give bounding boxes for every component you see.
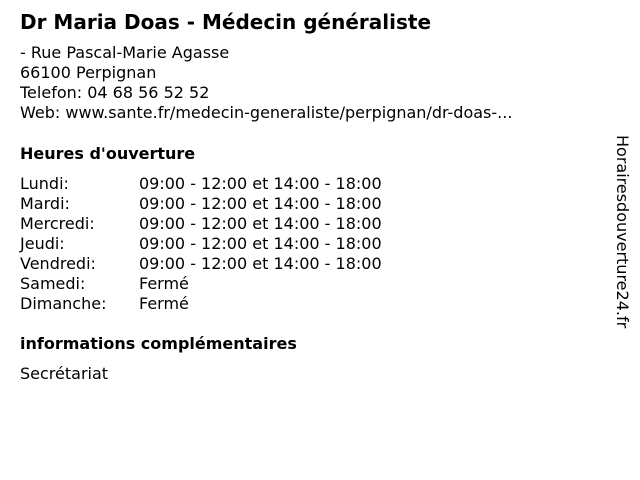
hours-row-tuesday [20,194,440,214]
phone-number: Telefon: 04 68 56 52 52 [20,83,210,102]
additional-info-heading: informations complémentaires [20,334,297,353]
hours-row-wednesday [20,214,440,234]
hours-row-monday [20,174,440,194]
hours-value: 09:00 - 12:00 et 14:00 - 18:00 [139,194,382,213]
day-label: Vendredi: [20,254,96,273]
city-address: 66100 Perpignan [20,63,157,82]
opening-hours-heading: Heures d'ouverture [20,144,196,163]
page-title: Dr Maria Doas - Médecin généraliste [20,10,432,34]
day-label: Dimanche: [20,294,107,313]
hours-value: 09:00 - 12:00 et 14:00 - 18:00 [139,234,382,253]
hours-value: 09:00 - 12:00 et 14:00 - 18:00 [139,174,382,193]
hours-row-friday [20,254,440,274]
day-label: Jeudi: [20,234,65,253]
hours-value: Fermé [139,294,189,313]
additional-info-text: Secrétariat [20,364,109,383]
hours-row-sunday [20,294,440,314]
day-label: Mercredi: [20,214,95,233]
hours-value: Fermé [139,274,189,293]
hours-row-saturday [20,274,440,294]
day-label: Lundi: [20,174,69,193]
address-block [20,43,512,123]
hours-value: 09:00 - 12:00 et 14:00 - 18:00 [139,254,382,273]
hours-value: 09:00 - 12:00 et 14:00 - 18:00 [139,214,382,233]
day-label: Mardi: [20,194,70,213]
website-link: Web: www.sante.fr/medecin-generaliste/perpignan/dr-doas-... [20,103,513,122]
hours-row-thursday [20,234,440,254]
site-watermark: Horairesdouverture24.fr [613,135,632,329]
opening-hours-table [20,174,440,314]
day-label: Samedi: [20,274,86,293]
street-address: - Rue Pascal-Marie Agasse [20,43,230,62]
